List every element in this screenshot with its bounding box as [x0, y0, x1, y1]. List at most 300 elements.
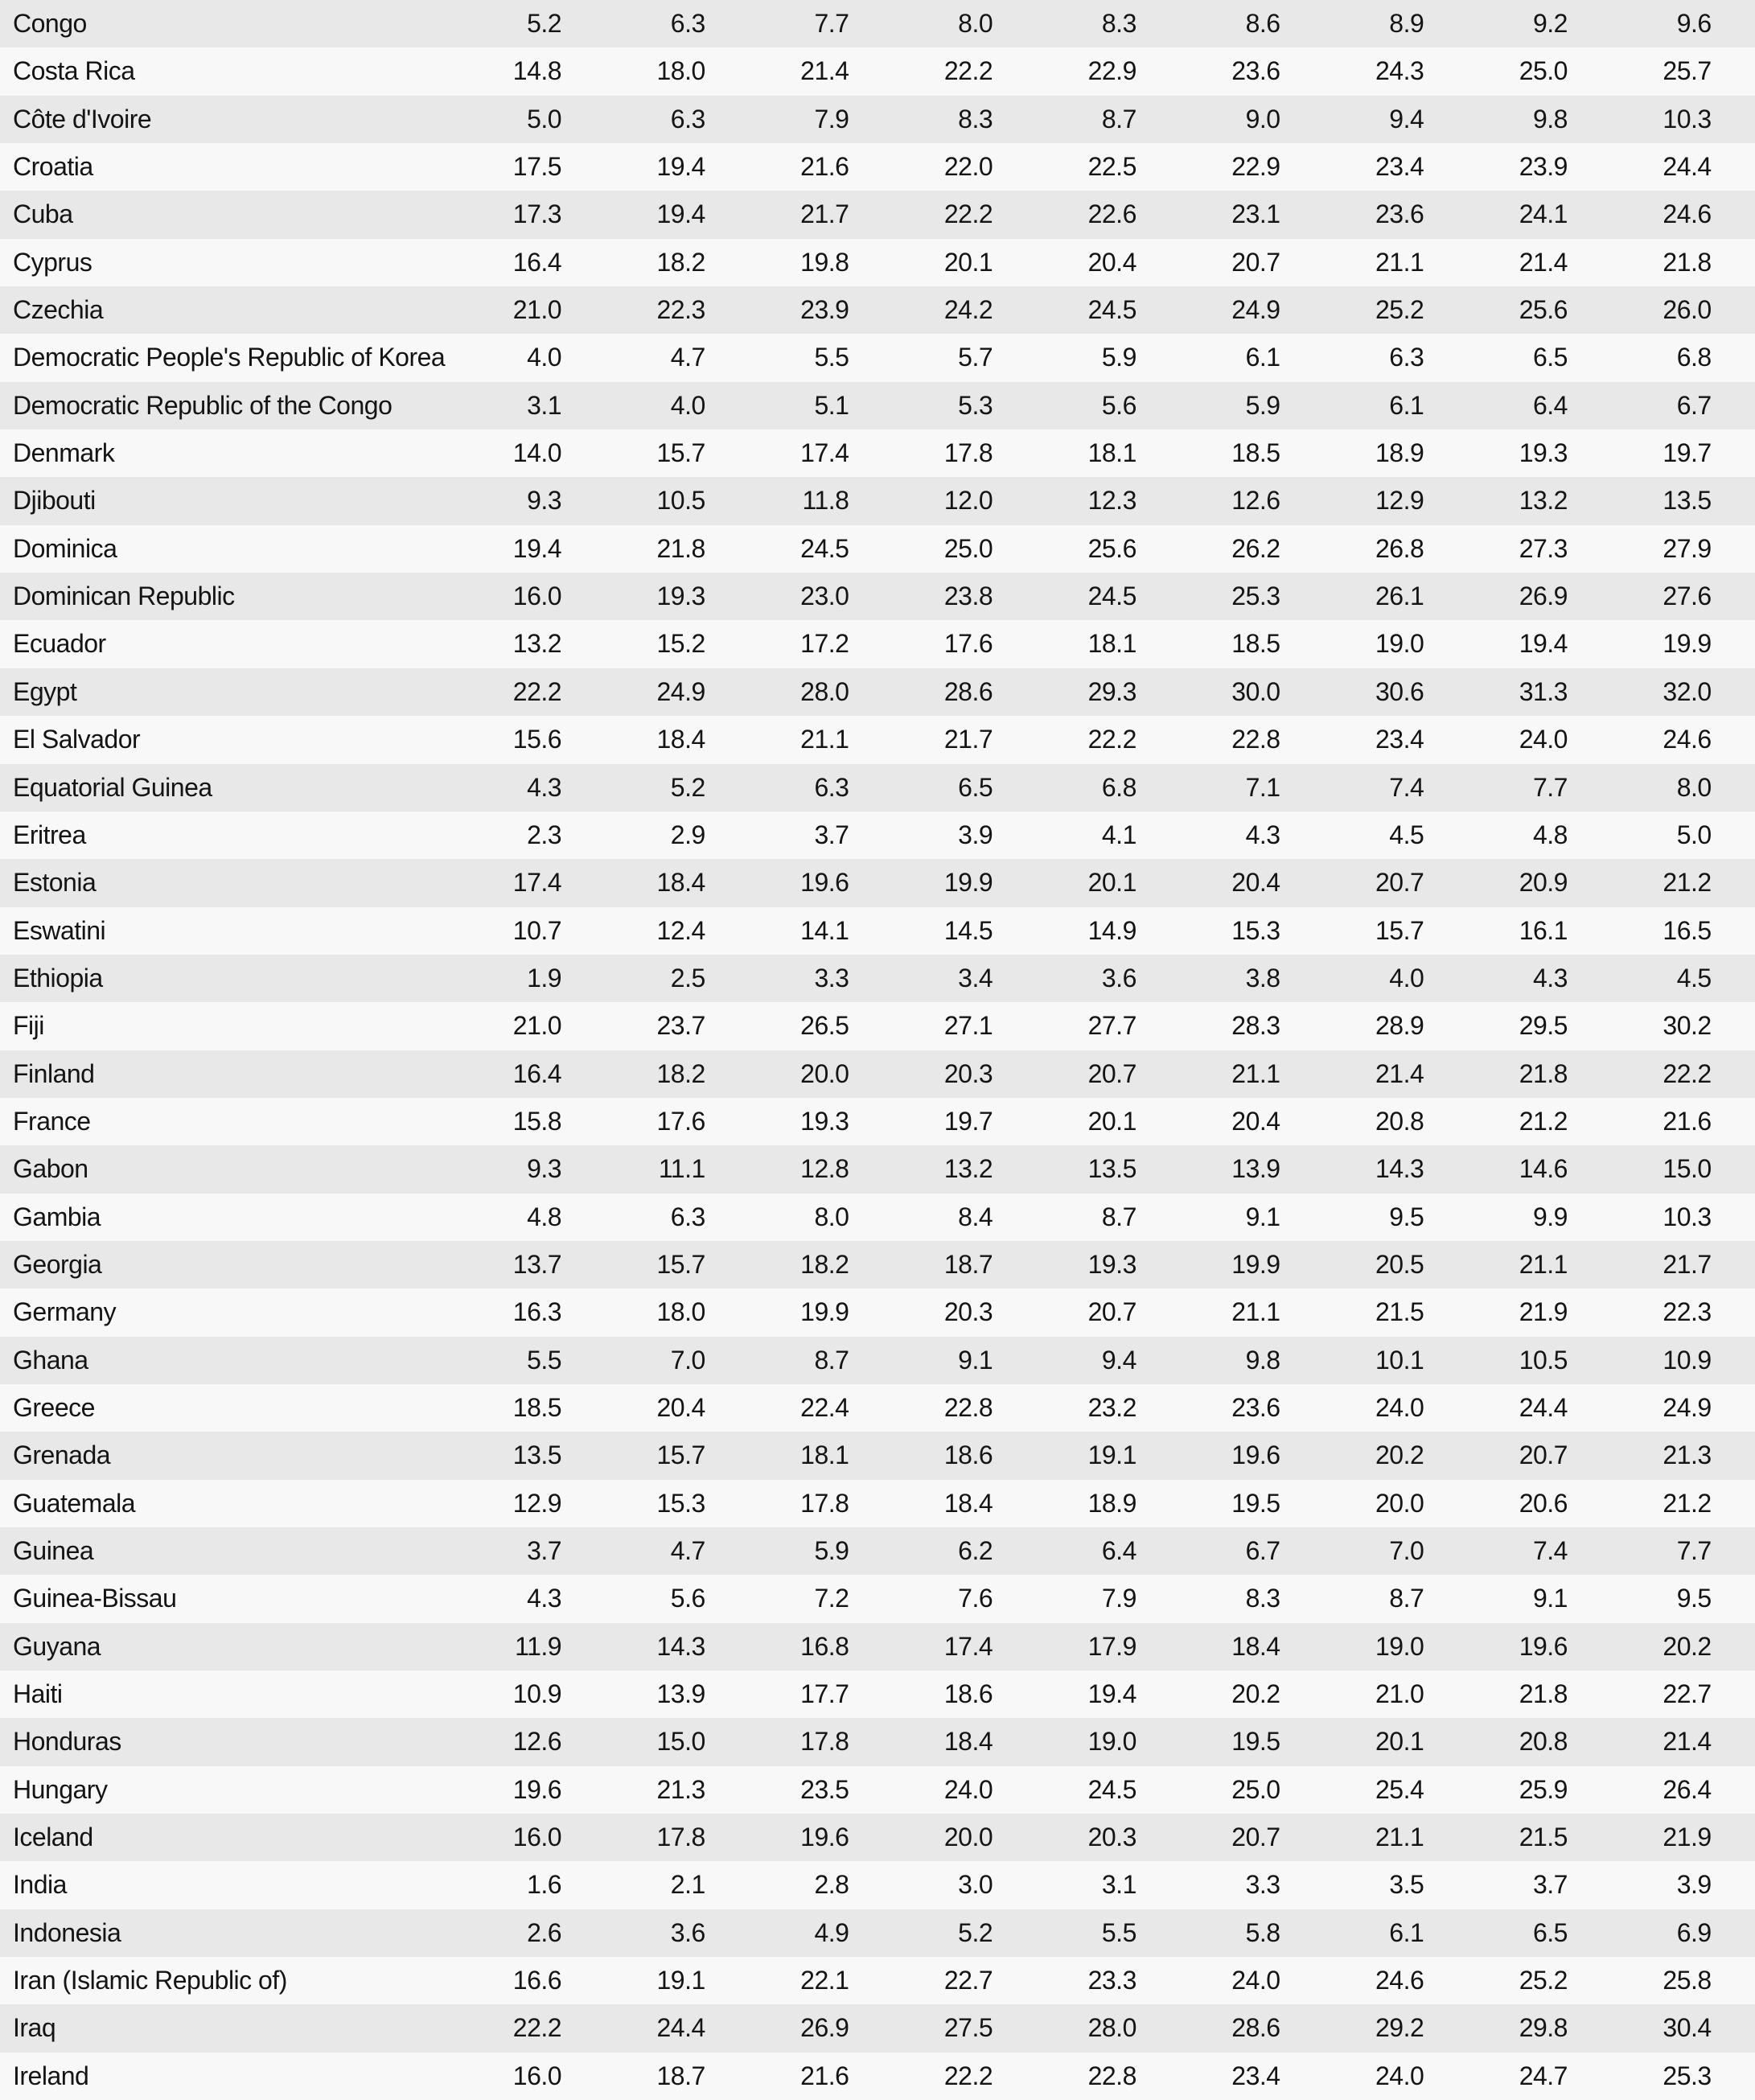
- table-row: [0, 2053, 1755, 2100]
- value-cell: 18.5: [1231, 629, 1280, 659]
- value-cell: 15.6: [512, 725, 562, 754]
- value-cell: 5.2: [670, 772, 705, 802]
- country-cell: Egypt: [13, 676, 77, 706]
- row-right-spacer: [1712, 2004, 1755, 2052]
- value-cell: 3.6: [670, 1917, 705, 1947]
- value-cell: 7.4: [1389, 772, 1424, 802]
- value-cell: 10.9: [1663, 1345, 1712, 1375]
- value-cell: 22.8: [1231, 725, 1280, 754]
- country-cell: Iceland: [13, 1823, 93, 1852]
- value-cell: 27.3: [1519, 533, 1568, 563]
- country-cell: Indonesia: [13, 1917, 121, 1947]
- value-cell: 19.1: [656, 1966, 705, 1995]
- value-cell: 12.0: [943, 486, 993, 516]
- value-cell: 7.2: [814, 1584, 849, 1613]
- value-cell: 7.9: [1101, 1584, 1136, 1613]
- value-cell: 17.4: [512, 868, 562, 898]
- country-cell: Côte d'Ivoire: [13, 104, 152, 134]
- value-cell: 18.0: [656, 1297, 705, 1327]
- value-cell: 14.6: [1519, 1154, 1568, 1184]
- value-cell: 20.7: [1375, 868, 1424, 898]
- value-cell: 24.0: [1375, 1392, 1424, 1422]
- value-cell: 7.9: [814, 104, 849, 134]
- value-cell: 17.6: [943, 629, 993, 659]
- value-cell: 4.9: [814, 1917, 849, 1947]
- value-cell: 21.4: [1375, 1058, 1424, 1088]
- value-cell: 24.2: [943, 295, 993, 325]
- value-cell: 16.0: [512, 2061, 562, 2090]
- value-cell: 17.8: [800, 1727, 849, 1757]
- value-cell: 15.7: [656, 438, 705, 468]
- value-cell: 18.9: [1087, 1488, 1136, 1518]
- value-cell: 6.3: [670, 104, 705, 134]
- value-cell: 24.5: [1087, 582, 1136, 611]
- row-right-spacer: [1712, 1957, 1755, 2004]
- value-cell: 19.3: [1087, 1249, 1136, 1279]
- value-cell: 19.3: [800, 1106, 849, 1136]
- table-row: [0, 1623, 1755, 1671]
- value-cell: 20.5: [1375, 1249, 1424, 1279]
- value-cell: 22.1: [800, 1966, 849, 1995]
- value-cell: 20.1: [943, 247, 993, 277]
- country-cell: Greece: [13, 1392, 95, 1422]
- value-cell: 4.0: [527, 343, 562, 372]
- value-cell: 8.9: [1389, 9, 1424, 38]
- value-cell: 26.8: [1375, 533, 1424, 563]
- value-cell: 6.1: [1245, 343, 1280, 372]
- value-cell: 20.3: [1087, 1823, 1136, 1852]
- value-cell: 22.0: [943, 152, 993, 182]
- value-cell: 25.7: [1663, 56, 1712, 86]
- value-cell: 6.1: [1389, 390, 1424, 420]
- value-cell: 30.0: [1231, 676, 1280, 706]
- table-row: [0, 716, 1755, 763]
- value-cell: 20.7: [1231, 1823, 1280, 1852]
- value-cell: 28.0: [800, 676, 849, 706]
- value-cell: 10.3: [1663, 104, 1712, 134]
- value-cell: 21.7: [800, 199, 849, 229]
- value-cell: 20.1: [1375, 1727, 1424, 1757]
- value-cell: 4.5: [1676, 963, 1712, 992]
- value-cell: 5.9: [814, 1536, 849, 1565]
- value-cell: 18.6: [943, 1679, 993, 1709]
- value-cell: 2.5: [670, 963, 705, 992]
- value-cell: 5.6: [1101, 390, 1136, 420]
- value-cell: 9.9: [1532, 1202, 1568, 1231]
- value-cell: 22.4: [800, 1392, 849, 1422]
- row-right-spacer: [1712, 1194, 1755, 1241]
- value-cell: 25.0: [1231, 1774, 1280, 1804]
- country-cell: Honduras: [13, 1727, 121, 1757]
- value-cell: 21.6: [800, 2061, 849, 2090]
- value-cell: 19.4: [656, 199, 705, 229]
- value-cell: 12.9: [512, 1488, 562, 1518]
- value-cell: 18.2: [656, 1058, 705, 1088]
- value-cell: 24.7: [1519, 2061, 1568, 2090]
- value-cell: 16.6: [512, 1966, 562, 1995]
- value-cell: 17.5: [512, 152, 562, 182]
- country-cell: Estonia: [13, 868, 97, 898]
- table-row: [0, 429, 1755, 477]
- table-row: [0, 1050, 1755, 1098]
- value-cell: 21.1: [1231, 1297, 1280, 1327]
- table-row: [0, 1861, 1755, 1909]
- country-cell: Germany: [13, 1297, 117, 1327]
- value-cell: 24.6: [1663, 725, 1712, 754]
- value-cell: 14.9: [1087, 915, 1136, 945]
- value-cell: 22.2: [512, 676, 562, 706]
- value-cell: 10.5: [656, 486, 705, 516]
- value-cell: 9.3: [527, 486, 562, 516]
- value-cell: 5.7: [958, 343, 993, 372]
- value-cell: 9.8: [1532, 104, 1568, 134]
- value-cell: 20.4: [1231, 1106, 1280, 1136]
- value-cell: 21.1: [1375, 1823, 1424, 1852]
- value-cell: 19.3: [1519, 438, 1568, 468]
- value-cell: 22.2: [1663, 1058, 1712, 1088]
- value-cell: 22.6: [1087, 199, 1136, 229]
- row-right-spacer: [1712, 1337, 1755, 1384]
- value-cell: 5.3: [958, 390, 993, 420]
- value-cell: 28.6: [1231, 2013, 1280, 2043]
- value-cell: 28.0: [1087, 2013, 1136, 2043]
- value-cell: 24.4: [1519, 1392, 1568, 1422]
- table-row: [0, 1194, 1755, 1241]
- value-cell: 26.4: [1663, 1774, 1712, 1804]
- value-cell: 3.1: [527, 390, 562, 420]
- country-cell: El Salvador: [13, 725, 141, 754]
- value-cell: 16.5: [1663, 915, 1712, 945]
- table-row: [0, 1241, 1755, 1288]
- value-cell: 6.4: [1101, 1536, 1136, 1565]
- row-right-spacer: [1712, 764, 1755, 812]
- value-cell: 18.4: [656, 868, 705, 898]
- value-cell: 4.5: [1389, 820, 1424, 849]
- value-cell: 18.2: [800, 1249, 849, 1279]
- table-row: [0, 620, 1755, 668]
- value-cell: 25.3: [1231, 582, 1280, 611]
- value-cell: 13.9: [656, 1679, 705, 1709]
- value-cell: 4.7: [670, 1536, 705, 1565]
- country-cell: Ecuador: [13, 629, 106, 659]
- value-cell: 5.5: [527, 1345, 562, 1375]
- country-cell: Democratic People's Republic of Korea: [13, 343, 446, 372]
- value-cell: 6.5: [958, 772, 993, 802]
- value-cell: 18.4: [1231, 1631, 1280, 1661]
- value-cell: 18.6: [943, 1440, 993, 1470]
- value-cell: 25.8: [1663, 1966, 1712, 1995]
- value-cell: 21.2: [1663, 868, 1712, 898]
- value-cell: 19.7: [1663, 438, 1712, 468]
- table-row: [0, 907, 1755, 955]
- country-cell: France: [13, 1106, 91, 1136]
- value-cell: 29.3: [1087, 676, 1136, 706]
- value-cell: 29.8: [1519, 2013, 1568, 2043]
- country-cell: Ghana: [13, 1345, 88, 1375]
- value-cell: 8.6: [1245, 9, 1280, 38]
- value-cell: 3.0: [958, 1870, 993, 1900]
- table-row: [0, 191, 1755, 238]
- value-cell: 21.0: [512, 295, 562, 325]
- value-cell: 14.3: [1375, 1154, 1424, 1184]
- value-cell: 6.8: [1101, 772, 1136, 802]
- table-row: [0, 239, 1755, 286]
- table-row: [0, 47, 1755, 95]
- value-cell: 23.3: [1087, 1966, 1136, 1995]
- value-cell: 20.4: [1231, 868, 1280, 898]
- value-cell: 22.3: [1663, 1297, 1712, 1327]
- table-row: [0, 1002, 1755, 1050]
- country-cell: Gabon: [13, 1154, 88, 1184]
- value-cell: 9.5: [1676, 1584, 1712, 1613]
- row-right-spacer: [1712, 96, 1755, 143]
- value-cell: 18.7: [656, 2061, 705, 2090]
- value-cell: 18.7: [943, 1249, 993, 1279]
- value-cell: 6.3: [670, 9, 705, 38]
- value-cell: 15.7: [1375, 915, 1424, 945]
- value-cell: 19.0: [1375, 1631, 1424, 1661]
- value-cell: 9.1: [958, 1345, 993, 1375]
- value-cell: 16.3: [512, 1297, 562, 1327]
- value-cell: 29.5: [1519, 1011, 1568, 1041]
- value-cell: 11.8: [802, 486, 849, 516]
- value-cell: 21.8: [1519, 1679, 1568, 1709]
- value-cell: 24.6: [1375, 1966, 1424, 1995]
- value-cell: 23.1: [1231, 199, 1280, 229]
- value-cell: 25.3: [1663, 2061, 1712, 2090]
- value-cell: 14.0: [512, 438, 562, 468]
- value-cell: 6.4: [1532, 390, 1568, 420]
- value-cell: 26.2: [1231, 533, 1280, 563]
- value-cell: 4.7: [670, 343, 705, 372]
- table-row: [0, 2004, 1755, 2052]
- value-cell: 17.6: [656, 1106, 705, 1136]
- value-cell: 13.2: [943, 1154, 993, 1184]
- value-cell: 28.6: [943, 676, 993, 706]
- value-cell: 2.1: [670, 1870, 705, 1900]
- value-cell: 12.9: [1375, 486, 1424, 516]
- value-cell: 20.4: [1087, 247, 1136, 277]
- value-cell: 10.3: [1663, 1202, 1712, 1231]
- value-cell: 10.5: [1519, 1345, 1568, 1375]
- value-cell: 22.7: [1663, 1679, 1712, 1709]
- value-cell: 19.6: [512, 1774, 562, 1804]
- value-cell: 14.8: [512, 56, 562, 86]
- value-cell: 27.9: [1663, 533, 1712, 563]
- value-cell: 18.4: [943, 1727, 993, 1757]
- value-cell: 18.5: [512, 1392, 562, 1422]
- value-cell: 22.9: [1231, 152, 1280, 182]
- value-cell: 23.9: [800, 295, 849, 325]
- row-right-spacer: [1712, 1098, 1755, 1145]
- value-cell: 22.9: [1087, 56, 1136, 86]
- value-cell: 28.3: [1231, 1011, 1280, 1041]
- value-cell: 23.0: [800, 582, 849, 611]
- value-cell: 10.9: [512, 1679, 562, 1709]
- value-cell: 19.4: [1087, 1679, 1136, 1709]
- row-right-spacer: [1712, 334, 1755, 381]
- value-cell: 14.1: [800, 915, 849, 945]
- value-cell: 15.0: [656, 1727, 705, 1757]
- value-cell: 7.1: [1245, 772, 1280, 802]
- value-cell: 17.9: [1087, 1631, 1136, 1661]
- table-row: [0, 859, 1755, 906]
- value-cell: 18.1: [800, 1440, 849, 1470]
- country-cell: Grenada: [13, 1440, 111, 1470]
- value-cell: 24.9: [1231, 295, 1280, 325]
- value-cell: 20.7: [1087, 1058, 1136, 1088]
- country-cell: Iran (Islamic Republic of): [13, 1966, 287, 1995]
- row-right-spacer: [1712, 143, 1755, 191]
- value-cell: 22.2: [943, 199, 993, 229]
- value-cell: 3.3: [1245, 1870, 1280, 1900]
- value-cell: 3.5: [1389, 1870, 1424, 1900]
- row-right-spacer: [1712, 47, 1755, 95]
- value-cell: 21.8: [656, 533, 705, 563]
- value-cell: 11.1: [658, 1154, 705, 1184]
- value-cell: 12.6: [512, 1727, 562, 1757]
- value-cell: 25.0: [1519, 56, 1568, 86]
- value-cell: 2.9: [670, 820, 705, 849]
- row-right-spacer: [1712, 1432, 1755, 1479]
- row-right-spacer: [1712, 1766, 1755, 1814]
- value-cell: 30.2: [1663, 1011, 1712, 1041]
- country-cell: Equatorial Guinea: [13, 772, 212, 802]
- value-cell: 6.8: [1676, 343, 1712, 372]
- value-cell: 9.1: [1532, 1584, 1568, 1613]
- value-cell: 26.1: [1375, 582, 1424, 611]
- value-cell: 20.7: [1087, 1297, 1136, 1327]
- country-cell: Cuba: [13, 199, 73, 229]
- value-cell: 23.4: [1375, 725, 1424, 754]
- value-cell: 17.8: [943, 438, 993, 468]
- value-cell: 9.4: [1389, 104, 1424, 134]
- value-cell: 4.3: [1245, 820, 1280, 849]
- value-cell: 20.7: [1519, 1440, 1568, 1470]
- country-cell: Haiti: [13, 1679, 63, 1709]
- value-cell: 27.1: [943, 1011, 993, 1041]
- value-cell: 20.0: [800, 1058, 849, 1088]
- value-cell: 21.3: [656, 1774, 705, 1804]
- table-row: [0, 1432, 1755, 1479]
- value-cell: 24.5: [800, 533, 849, 563]
- value-cell: 27.7: [1087, 1011, 1136, 1041]
- row-right-spacer: [1712, 1050, 1755, 1098]
- country-cell: Cyprus: [13, 247, 92, 277]
- value-cell: 18.2: [656, 247, 705, 277]
- value-cell: 21.4: [1663, 1727, 1712, 1757]
- value-cell: 21.4: [800, 56, 849, 86]
- value-cell: 22.8: [1087, 2061, 1136, 2090]
- value-cell: 5.8: [1245, 1917, 1280, 1947]
- table-row: [0, 96, 1755, 143]
- value-cell: 17.8: [800, 1488, 849, 1518]
- value-cell: 25.9: [1519, 1774, 1568, 1804]
- row-right-spacer: [1712, 620, 1755, 668]
- value-cell: 15.7: [656, 1249, 705, 1279]
- table-row: [0, 1671, 1755, 1718]
- value-cell: 23.7: [656, 1011, 705, 1041]
- value-cell: 7.7: [1676, 1536, 1712, 1565]
- value-cell: 20.2: [1375, 1440, 1424, 1470]
- value-cell: 12.6: [1231, 486, 1280, 516]
- country-cell: Finland: [13, 1058, 95, 1088]
- value-cell: 30.6: [1375, 676, 1424, 706]
- value-cell: 19.4: [1519, 629, 1568, 659]
- country-cell: Guinea: [13, 1536, 94, 1565]
- table-row: [0, 764, 1755, 812]
- value-cell: 24.0: [1519, 725, 1568, 754]
- value-cell: 15.8: [512, 1106, 562, 1136]
- value-cell: 4.3: [527, 1584, 562, 1613]
- value-cell: 22.7: [943, 1966, 993, 1995]
- value-cell: 2.6: [527, 1917, 562, 1947]
- value-cell: 4.1: [1101, 820, 1136, 849]
- value-cell: 21.0: [512, 1011, 562, 1041]
- value-cell: 8.7: [1389, 1584, 1424, 1613]
- table-row: [0, 143, 1755, 191]
- table-row: [0, 334, 1755, 381]
- value-cell: 20.6: [1519, 1488, 1568, 1518]
- value-cell: 9.4: [1101, 1345, 1136, 1375]
- value-cell: 9.8: [1245, 1345, 1280, 1375]
- value-cell: 8.0: [958, 9, 993, 38]
- value-cell: 15.0: [1663, 1154, 1712, 1184]
- value-cell: 10.1: [1375, 1345, 1424, 1375]
- row-right-spacer: [1712, 1814, 1755, 1861]
- country-cell: Eswatini: [13, 915, 106, 945]
- row-right-spacer: [1712, 525, 1755, 573]
- country-cell: Djibouti: [13, 486, 96, 516]
- value-cell: 16.0: [512, 1823, 562, 1852]
- value-cell: 3.9: [958, 820, 993, 849]
- country-cell: Guatemala: [13, 1488, 136, 1518]
- value-cell: 14.3: [656, 1631, 705, 1661]
- value-cell: 17.3: [512, 199, 562, 229]
- table-row: [0, 382, 1755, 429]
- value-cell: 7.7: [1532, 772, 1568, 802]
- country-cell: Congo: [13, 9, 87, 38]
- country-cell: Iraq: [13, 2013, 56, 2043]
- value-cell: 3.9: [1676, 1870, 1712, 1900]
- value-cell: 25.2: [1375, 295, 1424, 325]
- value-cell: 19.8: [800, 247, 849, 277]
- value-cell: 6.5: [1532, 343, 1568, 372]
- country-cell: Ireland: [13, 2061, 89, 2090]
- value-cell: 10.7: [512, 915, 562, 945]
- value-cell: 19.3: [656, 582, 705, 611]
- value-cell: 9.0: [1245, 104, 1280, 134]
- value-cell: 2.3: [527, 820, 562, 849]
- country-cell: Croatia: [13, 152, 93, 182]
- value-cell: 21.0: [1375, 1679, 1424, 1709]
- value-cell: 8.3: [958, 104, 993, 134]
- value-cell: 16.4: [512, 247, 562, 277]
- value-cell: 19.6: [1519, 1631, 1568, 1661]
- value-cell: 23.8: [943, 582, 993, 611]
- value-cell: 21.3: [1663, 1440, 1712, 1470]
- row-right-spacer: [1712, 573, 1755, 620]
- value-cell: 17.7: [800, 1679, 849, 1709]
- value-cell: 22.2: [943, 56, 993, 86]
- row-right-spacer: [1712, 1002, 1755, 1050]
- value-cell: 19.1: [1087, 1440, 1136, 1470]
- country-cell: Dominican Republic: [13, 582, 235, 611]
- table-row: [0, 286, 1755, 334]
- value-cell: 18.1: [1087, 629, 1136, 659]
- value-cell: 20.8: [1375, 1106, 1424, 1136]
- value-cell: 20.1: [1087, 1106, 1136, 1136]
